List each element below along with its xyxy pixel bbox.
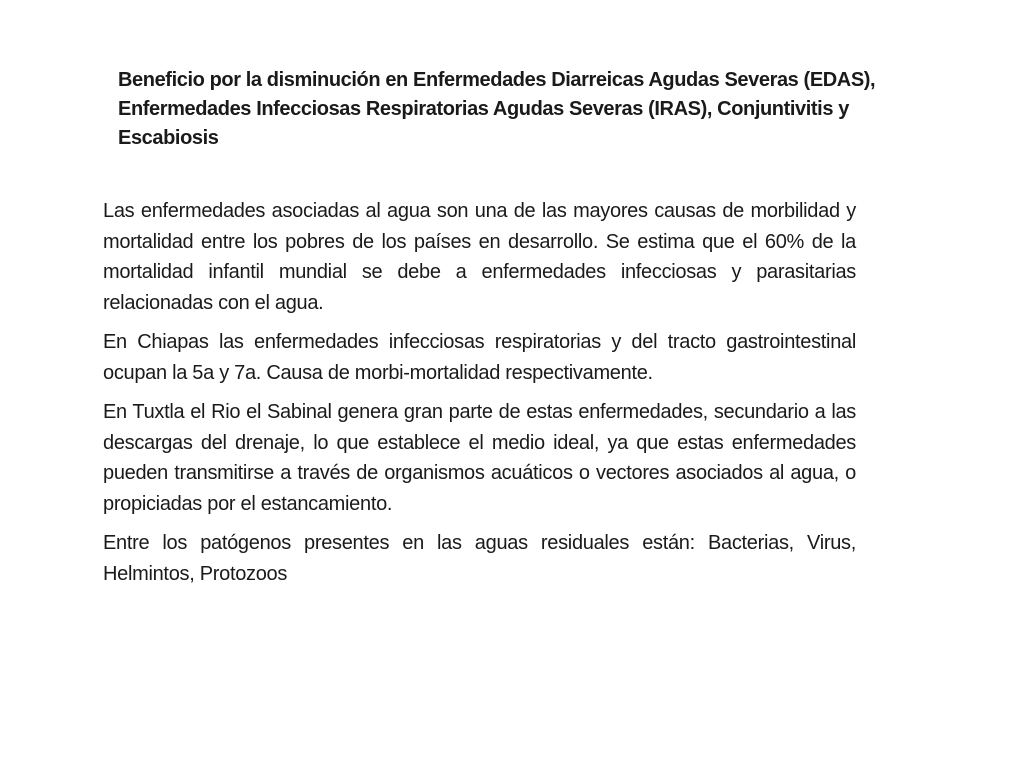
paragraph-tuxtla: En Tuxtla el Rio el Sabinal genera gran parte de estas enfermedades, secundario a las descargas del drenaje, lo que establece el medio ideal, ya que estas enfermedades pueden transmitirse a través de organismos acuáticos o vectores asociados al agua, o propiciadas por el estancamiento. — [103, 401, 856, 515]
paragraph-waterborne-diseases: Las enfermedades asociadas al agua son una de las mayores causas de morbilidad y mortalidad entre los pobres de los países en desarrollo. Se estima que el 60% de la mortalidad infantil mundial se debe a enfermedades infecciosas y parasitarias relacionadas con el agua. — [103, 200, 856, 314]
slide-title: Beneficio por la disminución en Enfermedades Diarreicas Agudas Severas (EDAS), Enfermedades Infecciosas Respiratorias Agudas Severas (IRAS), Conjuntivitis y Escabiosis — [118, 69, 876, 149]
slide-body — [103, 196, 856, 598]
paragraph-chiapas: En Chiapas las enfermedades infecciosas respiratorias y del tracto gastrointestinal ocupan la 5a y 7a. Causa de morbi-mortalidad respectivamente. — [103, 331, 856, 384]
paragraph-pathogens: Entre los patógenos presentes en las aguas residuales están: Bacterias, Virus, Helmintos, Protozoos — [103, 532, 856, 585]
